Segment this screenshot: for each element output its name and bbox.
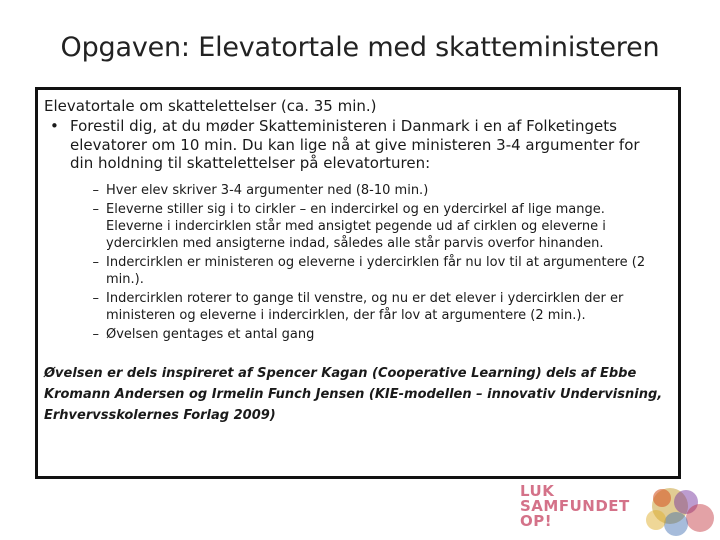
- step-text: Hver elev skriver 3-4 argumenter ned (8-10 min.): [106, 182, 429, 198]
- dash-icon: –: [92, 290, 99, 306]
- bullet-icon: •: [50, 117, 59, 135]
- steps-list: [44, 182, 670, 343]
- step-text: Eleverne stiller sig i to cirkler – en indercirkel og en ydercirkel af lige mange. Eleverne i indercirklen står med ansigtet pegende ud af cirklen og eleverne i ydercirklen med ansigterne indad, således alle står parvis overfor hinanden.: [106, 201, 606, 251]
- bullet-item: [44, 117, 670, 173]
- logo-blob-icon: [686, 504, 714, 532]
- brand-logo-icon: [640, 484, 718, 538]
- bullet-text: Forestil dig, at du møder Skatteministeren i Danmark i en af Folketingets elevatorer om 10 min. Du kan lige nå at give ministeren 3-4 argumenter for din holdning til skattelettelser på elevatorturen:: [70, 117, 640, 172]
- logo-line: OP!: [520, 512, 553, 530]
- intro-line: Elevatortale om skattelettelser (ca. 35 min.): [44, 97, 377, 115]
- logo-line: SAMFUNDET: [520, 497, 630, 515]
- dash-icon: –: [92, 254, 99, 270]
- content-box: [35, 87, 681, 479]
- slide-title: Opgaven: Elevatortale med skatteministeren: [60, 32, 660, 63]
- step-text: Indercirklen roterer to gange til venstre, og nu er det elever i ydercirklen der er ministeren og eleverne i indercirklen, der får lov at argumentere (2 min.).: [106, 290, 624, 323]
- logo-line: LUK: [520, 482, 555, 500]
- dash-icon: –: [92, 182, 99, 198]
- logo-blob-icon: [664, 512, 688, 536]
- step-text: Indercirklen er ministeren og eleverne i ydercirklen får nu lov til at argumentere (2 min.).: [106, 254, 646, 287]
- logo-blob-icon: [646, 510, 666, 530]
- logo-blob-icon: [653, 489, 671, 507]
- dash-icon: –: [92, 201, 99, 217]
- list-item: [44, 254, 670, 288]
- list-item: [44, 182, 670, 199]
- list-item: [44, 326, 670, 343]
- dash-icon: –: [92, 326, 99, 342]
- list-item: [44, 201, 670, 252]
- brand-logo-text: [520, 484, 650, 529]
- step-text: Øvelsen gentages et antal gang: [106, 326, 315, 342]
- source-note: Øvelsen er dels inspireret af Spencer Kagan (Cooperative Learning) dels af Ebbe Kromann Andersen og Irmelin Funch Jensen (KIE-modellen – innovativ Undervisning, Erhvervsskolernes Forlag 2009): [44, 365, 663, 423]
- list-item: [44, 290, 670, 324]
